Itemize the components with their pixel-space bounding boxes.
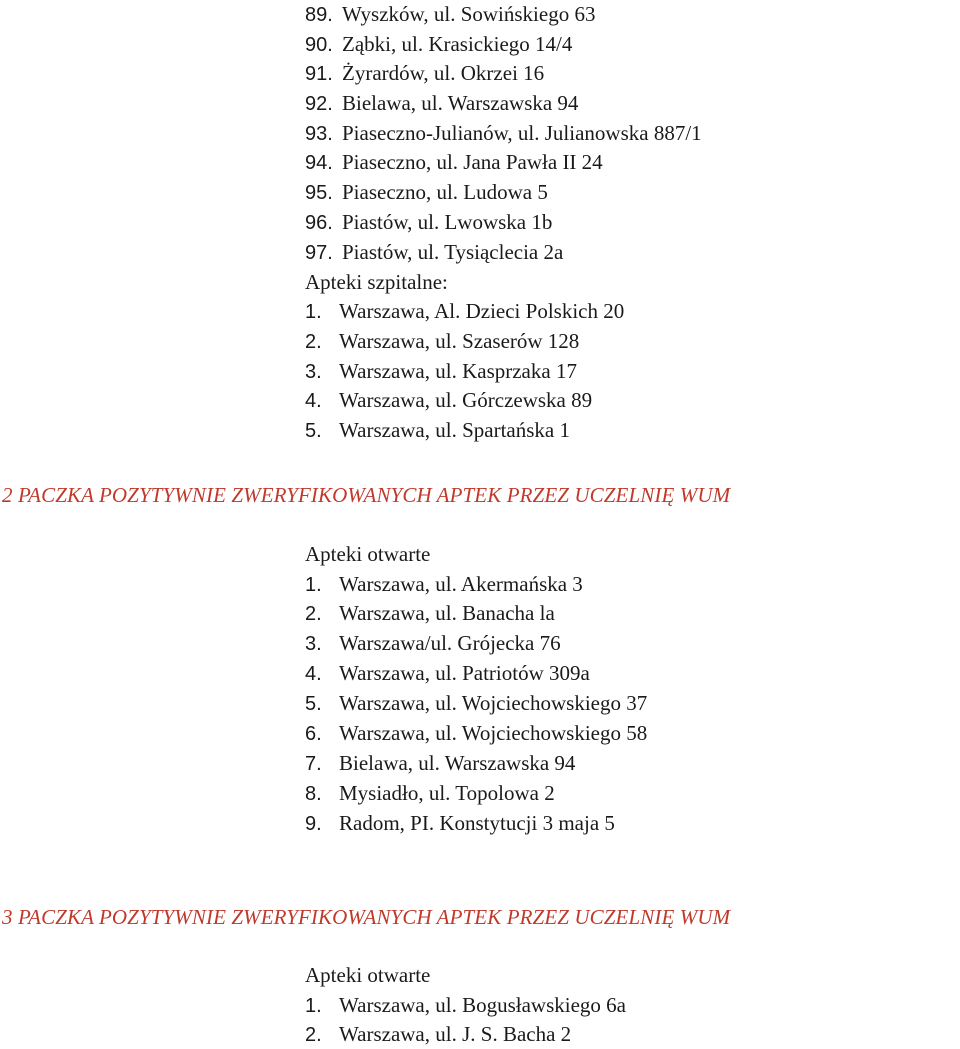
- item-address: Warszawa, ul. J. S. Bacha 2: [339, 1022, 572, 1046]
- item-number: 5.: [305, 693, 322, 715]
- item-address: Warszawa, ul. Szaserów 128: [339, 329, 580, 353]
- item-address: Warszawa, ul. Bogusławskiego 6a: [339, 993, 626, 1017]
- item-address: Warszawa/ul. Grójecka 76: [339, 631, 561, 655]
- item-address: Żyrardów, ul. Okrzei 16: [342, 61, 545, 85]
- list-item: [305, 30, 572, 58]
- item-address: Mysiadło, ul. Topolowa 2: [339, 781, 555, 805]
- item-address: Piaseczno, ul. Ludowa 5: [342, 180, 548, 204]
- item-number: 92.: [305, 93, 333, 115]
- list-item: [305, 719, 647, 747]
- item-address: Ząbki, ul. Krasickiego 14/4: [342, 32, 573, 56]
- item-address: Piaseczno-Julianów, ul. Julianowska 887/1: [342, 121, 702, 145]
- section-title: Apteki otwarte: [305, 542, 431, 566]
- list-item: [305, 809, 615, 837]
- list-item: [305, 416, 570, 444]
- item-number: 6.: [305, 723, 322, 745]
- list-item: [305, 119, 702, 147]
- item-address: Warszawa, Al. Dzieci Polskich 20: [339, 299, 625, 323]
- item-number: 91.: [305, 63, 333, 85]
- item-address: Warszawa, ul. Kasprzaka 17: [339, 359, 577, 383]
- package-3-heading: 3 PACZKA POZYTYWNIE ZWERYFIKOWANYCH APTEK PRZEZ UCZELNIĘ WUM: [2, 905, 731, 929]
- item-address: Piastów, ul. Tysiąclecia 2a: [342, 240, 564, 264]
- item-number: 1.: [305, 995, 322, 1017]
- item-address: Piastów, ul. Lwowska 1b: [342, 210, 553, 234]
- list-item: [305, 59, 544, 87]
- list-item: [305, 659, 590, 687]
- item-address: Piaseczno, ul. Jana Pawła II 24: [342, 150, 603, 174]
- item-number: 1.: [305, 301, 322, 323]
- list-item: [305, 779, 555, 807]
- item-number: 5.: [305, 420, 322, 442]
- item-number: 2.: [305, 331, 322, 353]
- item-number: 4.: [305, 663, 322, 685]
- list-item: [305, 749, 575, 777]
- item-number: 95.: [305, 182, 333, 204]
- item-address: Warszawa, ul. Patriotów 309a: [339, 661, 590, 685]
- item-number: 2.: [305, 1024, 322, 1046]
- item-number: 8.: [305, 783, 322, 805]
- list-item: [305, 178, 548, 206]
- item-address: Radom, PI. Konstytucji 3 maja 5: [339, 811, 615, 835]
- item-address: Warszawa, ul. Górczewska 89: [339, 388, 593, 412]
- item-address: Warszawa, ul. Akermańska 3: [339, 572, 583, 596]
- item-address: Warszawa, ul. Spartańska 1: [339, 418, 570, 442]
- list-item: [305, 599, 555, 627]
- section-title: Apteki otwarte: [305, 963, 431, 987]
- item-number: 7.: [305, 753, 322, 775]
- item-number: 97.: [305, 242, 333, 264]
- list-item: [305, 386, 592, 414]
- list-item: [305, 1020, 571, 1048]
- item-address: Warszawa, ul. Banacha la: [339, 601, 555, 625]
- list-item: [305, 0, 595, 28]
- item-number: 90.: [305, 34, 333, 56]
- item-number: 93.: [305, 123, 333, 145]
- item-number: 9.: [305, 813, 322, 835]
- list-item: [305, 208, 552, 236]
- item-number: 2.: [305, 603, 322, 625]
- item-address: Warszawa, ul. Wojciechowskiego 58: [339, 721, 648, 745]
- item-address: Warszawa, ul. Wojciechowskiego 37: [339, 691, 648, 715]
- list-item: [305, 629, 561, 657]
- list-item: [305, 89, 578, 117]
- list-item: [305, 991, 626, 1019]
- item-address: Wyszków, ul. Sowińskiego 63: [342, 2, 596, 26]
- list-item: [305, 238, 563, 266]
- item-number: 94.: [305, 152, 333, 174]
- package-2-heading: 2 PACZKA POZYTYWNIE ZWERYFIKOWANYCH APTEK PRZEZ UCZELNIĘ WUM: [2, 483, 731, 507]
- item-address: Bielawa, ul. Warszawska 94: [339, 751, 576, 775]
- list-item: [305, 689, 647, 717]
- list-item: [305, 327, 579, 355]
- item-number: 1.: [305, 574, 322, 596]
- item-number: 89.: [305, 4, 333, 26]
- section-title: Apteki szpitalne:: [305, 270, 448, 294]
- item-address: Bielawa, ul. Warszawska 94: [342, 91, 579, 115]
- list-item: [305, 148, 603, 176]
- list-item: [305, 297, 624, 325]
- list-item: [305, 357, 577, 385]
- list-item: [305, 570, 583, 598]
- item-number: 3.: [305, 361, 322, 383]
- item-number: 96.: [305, 212, 333, 234]
- item-number: 4.: [305, 390, 322, 412]
- item-number: 3.: [305, 633, 322, 655]
